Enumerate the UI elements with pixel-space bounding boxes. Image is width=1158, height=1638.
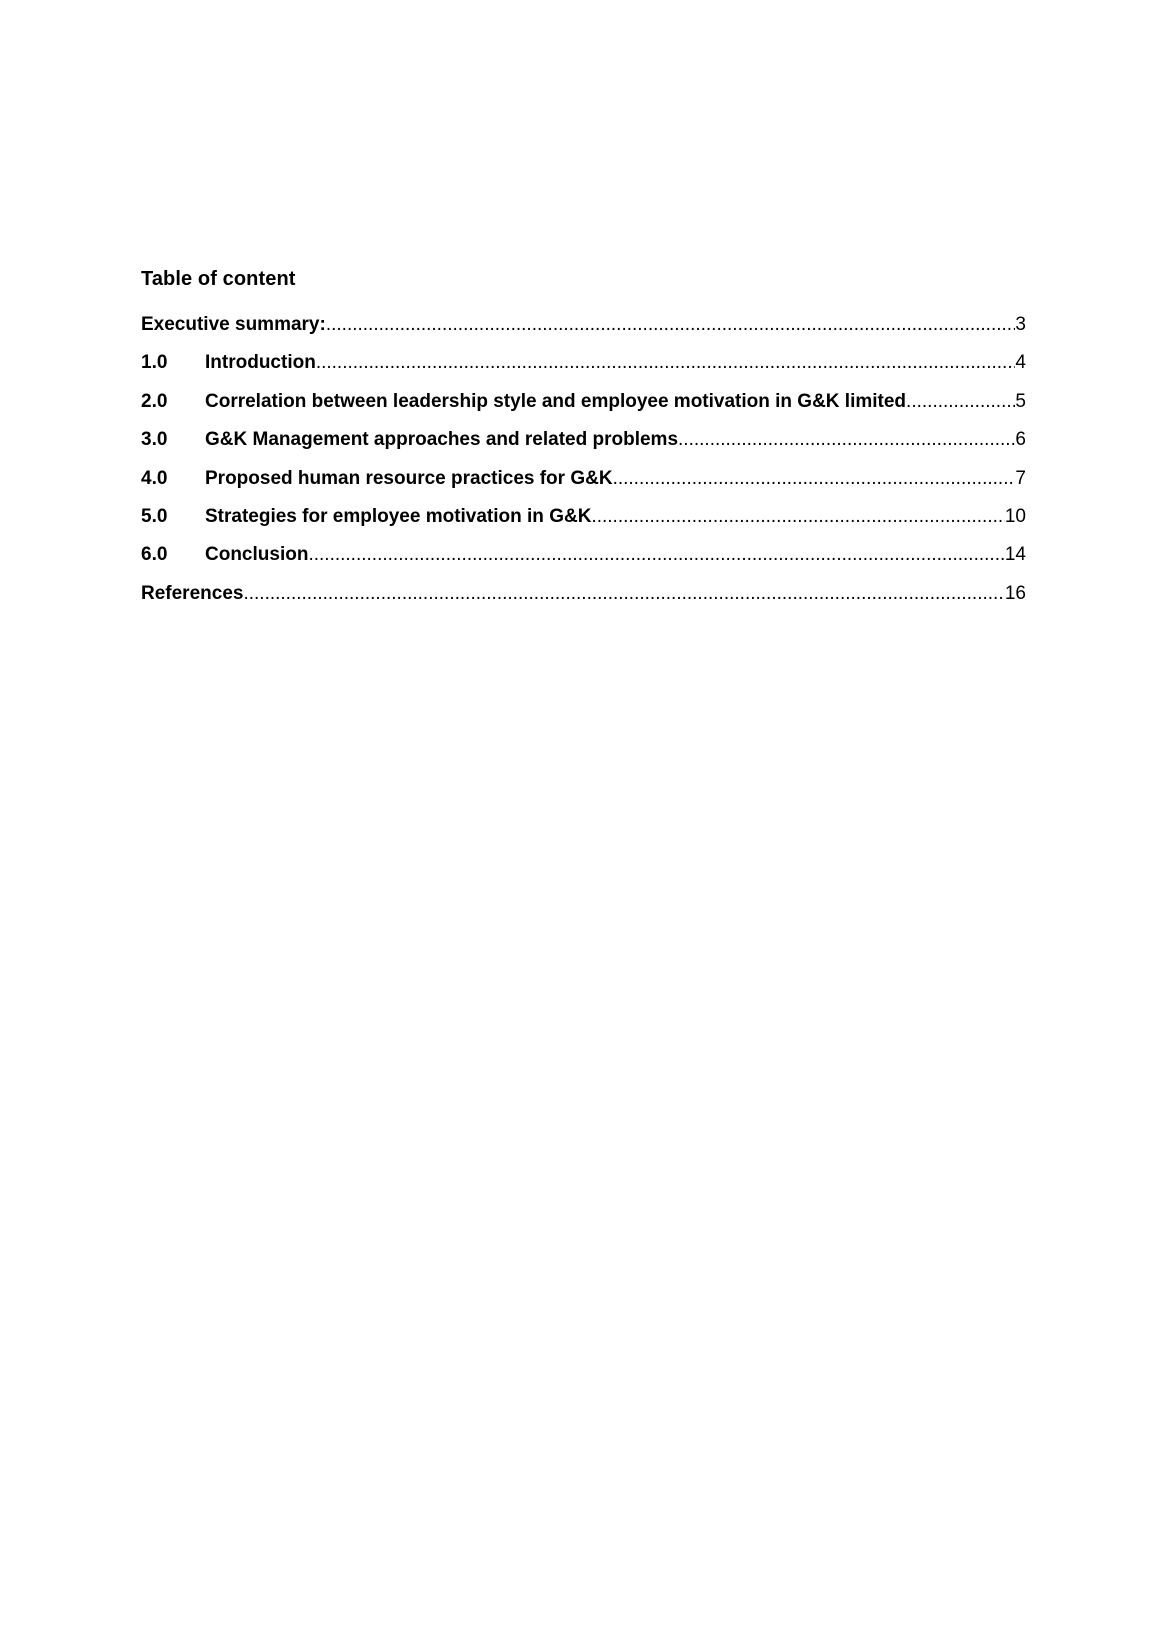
- toc-entry-page: 16: [1004, 582, 1026, 604]
- toc-entry-number: 4.0: [141, 467, 168, 489]
- toc-leader-dots: [906, 389, 1015, 415]
- toc-entry-page: 3: [1015, 314, 1026, 335]
- toc-entry-number: 5.0: [141, 505, 168, 527]
- toc-leader-dots: [243, 581, 1004, 607]
- toc-entry-title: Conclusion: [205, 544, 309, 566]
- toc-list: [141, 312, 1026, 619]
- toc-entry-title: Executive summary:: [141, 314, 326, 335]
- toc-entry-motivation-strategies[interactable]: [141, 504, 1026, 542]
- toc-entry-page: 5: [1015, 390, 1026, 412]
- toc-leader-dots: [613, 466, 1016, 492]
- toc-entry-number: 2.0: [141, 390, 168, 412]
- toc-entry-page: 6: [1015, 429, 1026, 451]
- toc-entry-title: References: [141, 582, 244, 604]
- toc-entry-references[interactable]: [141, 581, 1026, 619]
- toc-entry-number: 3.0: [141, 429, 168, 451]
- toc-leader-dots: [308, 542, 1004, 568]
- toc-leader-dots: [326, 312, 1016, 338]
- toc-entry-number: 1.0: [141, 352, 168, 374]
- toc-entry-title: G&K Management approaches and related problems: [205, 429, 679, 451]
- toc-entry-hr-practices[interactable]: [141, 466, 1026, 504]
- toc-entry-correlation[interactable]: [141, 389, 1026, 427]
- toc-entry-title: Proposed human resource practices for G&K: [205, 467, 613, 489]
- toc-entry-title: Introduction: [205, 352, 316, 374]
- toc-leader-dots: [591, 504, 1004, 530]
- toc-entry-page: 7: [1015, 467, 1026, 489]
- toc-leader-dots: [316, 350, 1016, 376]
- toc-entry-page: 10: [1004, 505, 1026, 527]
- table-of-contents: [141, 266, 1026, 619]
- toc-leader-dots: [678, 427, 1015, 453]
- toc-entry-title: Strategies for employee motivation in G&K: [205, 505, 592, 527]
- toc-entry-number: 6.0: [141, 544, 168, 566]
- toc-entry-conclusion[interactable]: [141, 542, 1026, 580]
- toc-entry-page: 14: [1004, 544, 1026, 566]
- toc-entry-page: 4: [1015, 352, 1026, 374]
- toc-entry-executive-summary[interactable]: [141, 312, 1026, 350]
- toc-entry-introduction[interactable]: [141, 350, 1026, 388]
- toc-entry-management-approaches[interactable]: [141, 427, 1026, 465]
- toc-title: Table of content: [141, 268, 296, 290]
- toc-entry-title: Correlation between leadership style and employee motivation in G&K limited: [205, 390, 907, 412]
